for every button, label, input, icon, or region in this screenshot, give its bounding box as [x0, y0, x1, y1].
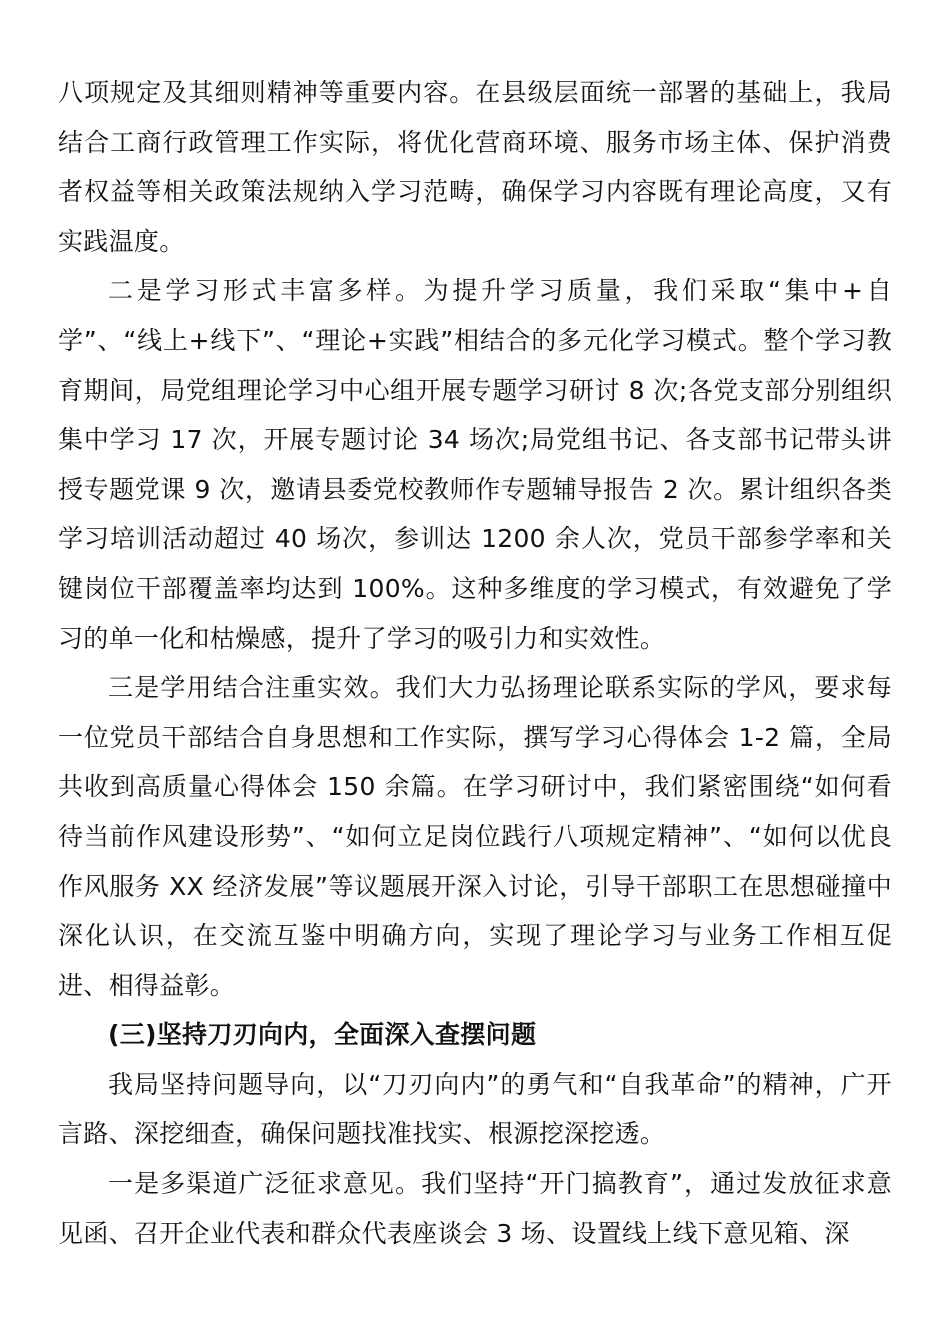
- paragraph-learning-application: 三是学用结合注重实效。我们大力弘扬理论联系实际的学风，要求每一位党员干部结合自身思想和工作实际，撰写学习心得体会 1-2 篇，全局共收到高质量心得体会 150 余篇。在学习研讨中，我们紧密围绕“如何看待当前作风建设形势”、“如何立足岗位践行八项规定精神”、“如何以优良作风服务 XX 经济发展”等议题展开深入讨论，引导干部职工在思想碰撞中深化认识，在交流互鉴中明确方向，实现了理论学习与业务工作相互促进、相得益彰。: [58, 673, 892, 1000]
- section-heading: (三)坚持刀刃向内，全面深入查摆问题: [108, 1020, 537, 1050]
- paragraph-continuation: 八项规定及其细则精神等重要内容。在县级层面统一部署的基础上，我局结合工商行政管理工作实际，将优化营商环境、服务市场主体、保护消费者权益等相关政策法规纳入学习范畴，确保学习内容既有理论高度，又有实践温度。: [58, 78, 892, 256]
- paragraph-problem-orientation: 我局坚持问题导向，以“刀刃向内”的勇气和“自我革命”的精神，广开言路、深挖细查，确保问题找准找实、根源挖深挖透。: [58, 1069, 892, 1149]
- paragraph-learning-forms: 二是学习形式丰富多样。为提升学习质量，我们采取“集中+自学”、“线上+线下”、“理论+实践”相结合的多元化学习模式。整个学习教育期间，局党组理论学习中心组开展专题学习研讨 8 次;各党支部分别组织集中学习 17 次，开展专题讨论 34 场次;局党组书记、各支部书记带头讲授专题党课 9 次，邀请县委党校教师作专题辅导报告 2 次。累计组织各类学习培训活动超过 40 场次，参训达 1200 余人次，党员干部参学率和关键岗位干部覆盖率均达到 100%。这种多维度的学习模式，有效避免了学习的单一化和枯燥感，提升了学习的吸引力和实效性。: [58, 276, 892, 653]
- document-body: [58, 68, 892, 1258]
- paragraph-solicit-opinions: 一是多渠道广泛征求意见。我们坚持“开门搞教育”，通过发放征求意见函、召开企业代表和群众代表座谈会 3 场、设置线上线下意见箱、深: [58, 1169, 892, 1248]
